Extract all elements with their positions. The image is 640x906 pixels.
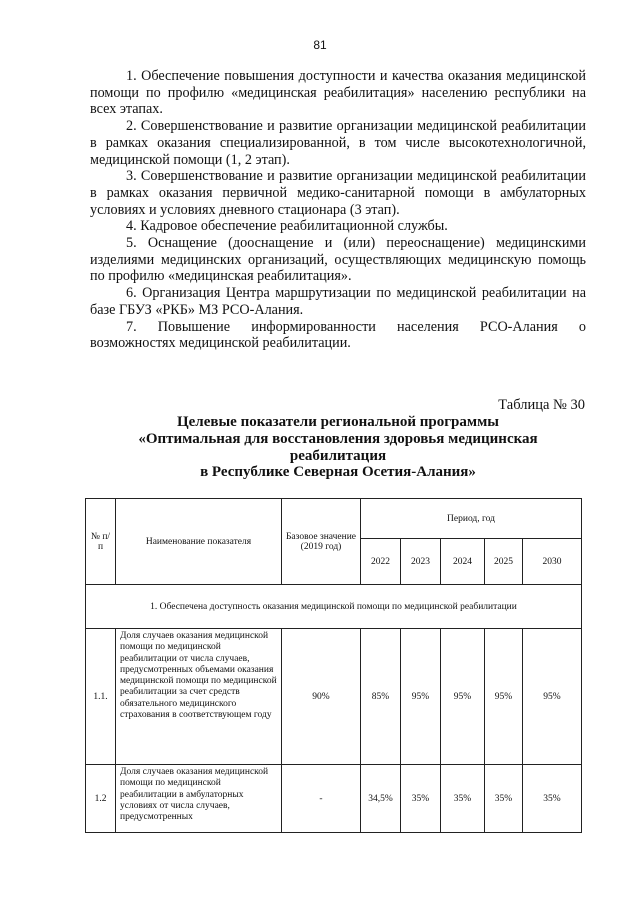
row-name: Доля случаев оказания медицинской помощи по медицинской реабилитации от числа случаев, предусмотренных объемами оказания медицинской помощи по медицинской реабилитации за счет средств обязательного медицинского страхования в соответствующем году [116,629,282,765]
goal-paragraph-6: 6. Организация Центра маршрутизации по медицинской реабилитации на базе ГБУЗ «РКБ» МЗ РСО-Алания. [90,285,586,318]
header-year-2023: 2023 [401,539,441,585]
row-value-2023: 95% [401,629,441,765]
goal-paragraph-7: 7. Повышение информированности населения РСО-Алания о возможностях медицинской реабилитации. [90,318,586,352]
page-number: 81 [313,38,327,52]
row-value-2025: 95% [485,629,523,765]
row-name: Доля случаев оказания медицинской помощи по медицинской реабилитации в амбулаторных условиях от числа случаев, предусмотренных [116,765,282,833]
table-title [90,414,586,481]
header-year-2022: 2022 [361,539,401,585]
row-value-2024: 95% [441,629,485,765]
goal-paragraph-5: 5. Оснащение (дооснащение и (или) переоснащение) медицинскими изделиями медицинских организаций, осуществляющих медицинскую помощь по профилю «медицинская реабилитация». [90,235,586,285]
goals-list [90,68,586,352]
row-value-2022: 85% [361,629,401,765]
row-value-2024: 35% [441,765,485,833]
row-base: - [282,765,361,833]
table-title-line-3: в Республике Северная Осетия-Алания» [200,464,476,481]
row-value-2030: 95% [523,629,582,765]
row-num: 1.1. [86,629,116,765]
goal-paragraph-4: 4. Кадровое обеспечение реабилитационной службы. [126,218,448,235]
row-value-2023: 35% [401,765,441,833]
row-num: 1.2 [86,765,116,833]
row-value-2022: 34,5% [361,765,401,833]
table-row [86,629,582,765]
row-value-2025: 35% [485,765,523,833]
header-year-2030: 2030 [523,539,582,585]
row-value-2030: 35% [523,765,582,833]
goal-paragraph-3: 3. Совершенствование и развитие организации медицинской реабилитации в рамках оказания первичной медико-санитарной помощи в амбулаторных условиях и условиях дневного стационара (3 этап). [90,168,586,218]
header-year-2025: 2025 [485,539,523,585]
goal-paragraph-1: 1. Обеспечение повышения доступности и качества оказания медицинской помощи по профилю «медицинская реабилитация» населению республики на всех этапах. [90,68,586,118]
table-row [86,765,582,833]
row-base: 90% [282,629,361,765]
table-label: Таблица № 30 [498,397,585,413]
header-name: Наименование показателя [116,499,282,585]
table-title-line-2: «Оптимальная для восстановления здоровья медицинская реабилитация [138,430,538,464]
header-num: № п/п [86,499,116,585]
header-base: Базовое значение (2019 год) [282,499,361,585]
header-year-2024: 2024 [441,539,485,585]
table-title-line-1: Целевые показатели региональной программы [176,414,500,430]
indicators-table [85,498,582,833]
header-period: Период, год [361,499,582,539]
section-row: 1. Обеспечена доступность оказания медицинской помощи по медицинской реабилитации [86,585,582,629]
goal-paragraph-2: 2. Совершенствование и развитие организации медицинской реабилитации в рамках оказания специализированной, в том числе высокотехнологичной, медицинской помощи (1, 2 этап). [90,118,586,168]
